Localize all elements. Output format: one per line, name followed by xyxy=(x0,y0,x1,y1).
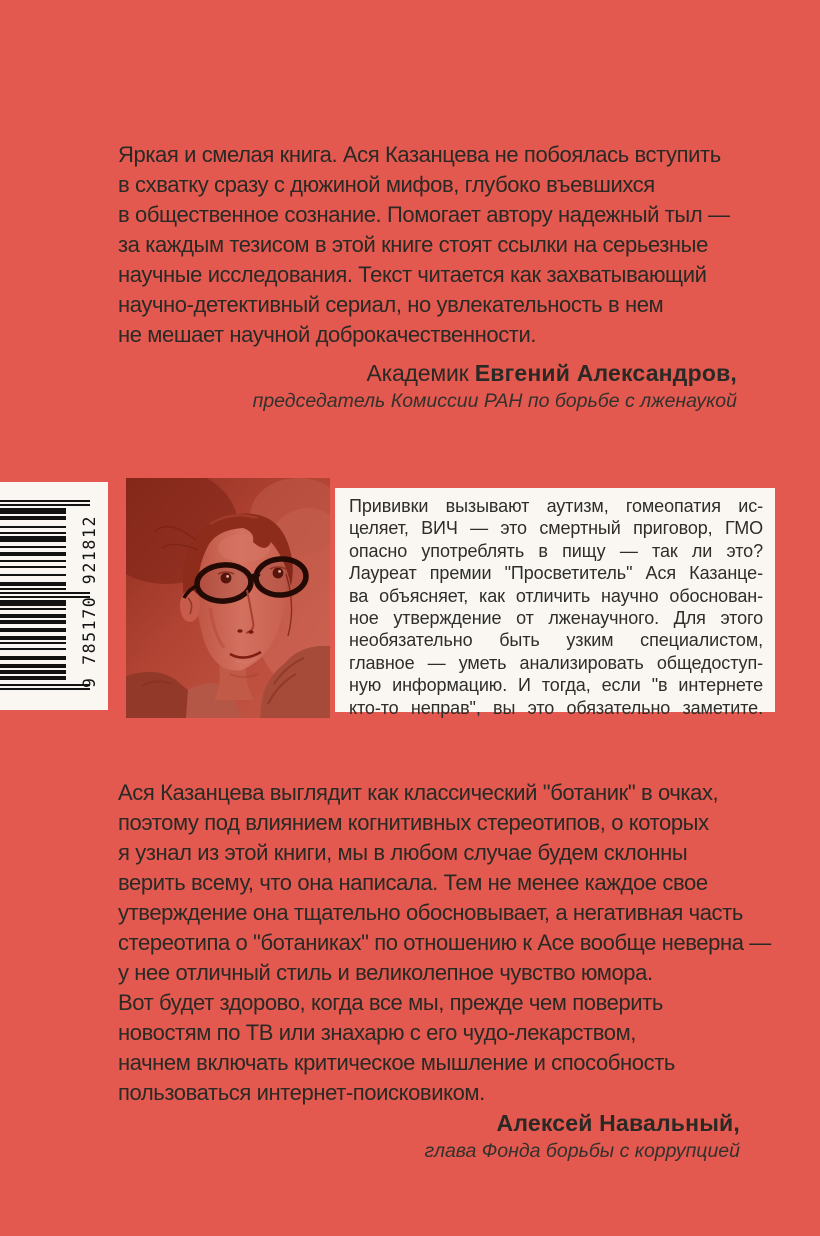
barcode-number: 9 785170 921812 xyxy=(80,514,99,688)
attribution-alexandrov-role: председатель Комиссии РАН по борьбе с лженаукой xyxy=(252,390,737,412)
barcode-bar xyxy=(0,600,66,606)
attribution-alexandrov-name xyxy=(137,358,737,388)
barcode-bar xyxy=(0,688,90,690)
barcode-bar xyxy=(0,516,66,520)
quote-navalny xyxy=(118,778,798,1108)
barcode-bar xyxy=(0,508,66,514)
barcode-bar xyxy=(0,546,66,548)
barcode-bar xyxy=(0,614,66,618)
barcode-bar xyxy=(0,536,66,542)
barcode-bar xyxy=(0,670,66,674)
attribution-navalny-bold-name: Алексей Навальный, xyxy=(496,1110,740,1136)
attribution-navalny-name xyxy=(140,1108,740,1138)
attribution-alexandrov-title: Академик xyxy=(366,360,475,386)
barcode-bar xyxy=(0,552,66,556)
barcode-bar xyxy=(0,676,66,680)
barcode-bar xyxy=(0,596,90,598)
quote-alexandrov-text: Яркая и смелая книга. Ася Казанцева не побоялась вступить в схватку сразу с дюжиной мифов, глубоко въевшихся в общественное сознание. Помогает автору надежный тыл — за каждым тезисом в этой книге стоят ссылки на серьезные научные исследования. Текст читается как захватывающий научно-детективный сериал, но увлекательность в нем не мешает научной доброкачественности. xyxy=(118,142,730,347)
barcode xyxy=(0,482,108,710)
barcode-bar xyxy=(0,588,66,590)
barcode-bar xyxy=(0,566,66,568)
quote-navalny-text: Ася Казанцева выглядит как классический "ботаник" в очках, поэтому под влиянием когнитивных стереотипов, о которых я узнал из этой книги, мы в любом случае будем склонны верить всему, что она написала. Тем не менее каждое свое утверждение она тщательно обосновывает, а негативная часть стереотипа о "ботаниках" по отношению к Асе вообще неверна — у нее отличный стиль и великолепное чувство юмора. Вот будет здорово, когда все мы, прежде чем поверить новостям по ТВ или знахарю с его чудо-лекарством, начнем включать критическое мышление и способность пользоваться интернет-поисковиком. xyxy=(118,780,771,1105)
attribution-alexandrov xyxy=(137,358,737,415)
barcode-bar xyxy=(0,592,90,594)
barcode-bar xyxy=(0,500,90,502)
barcode-bar xyxy=(0,532,66,534)
barcode-bar xyxy=(0,574,66,576)
barcode-bar xyxy=(0,636,66,640)
attribution-navalny-role: глава Фонда борьбы с коррупцией xyxy=(424,1140,740,1162)
barcode-bar xyxy=(0,664,66,668)
barcode-bar xyxy=(0,504,90,506)
annotation-box xyxy=(335,488,775,718)
barcode-bar xyxy=(0,526,66,528)
barcode-bar xyxy=(0,642,66,644)
quote-alexandrov xyxy=(118,140,788,350)
author-photo xyxy=(126,478,330,718)
attribution-alexandrov-bold-name: Евгений Александров, xyxy=(474,360,737,386)
barcode-bar xyxy=(0,560,66,562)
barcode-bar xyxy=(0,684,90,686)
barcode-bar xyxy=(0,648,66,650)
barcode-bar xyxy=(0,656,66,660)
barcode-bar xyxy=(0,608,66,610)
photo-ear xyxy=(180,590,200,622)
barcode-bar xyxy=(0,620,66,624)
barcode-bar xyxy=(0,628,66,632)
annotation-text: Прививки вызывают аутизм, гомеопатия ис- целяет, ВИЧ — это смертный приговор, ГМО опасно употреблять в пищу — так ли это? Лауреат премии "Просветитель" Ася Казанце- ва объясняет, как отличить научно обоснован- ное утверждение от лженаучного. Для этого необязательно быть узким специалистом, главное — уметь анализировать общедоступ- ную информацию. И тогда, если "в интернете кто-то неправ", вы это обязательно заметите. xyxy=(349,496,763,718)
attribution-navalny xyxy=(140,1108,740,1165)
barcode-bar xyxy=(0,582,66,586)
